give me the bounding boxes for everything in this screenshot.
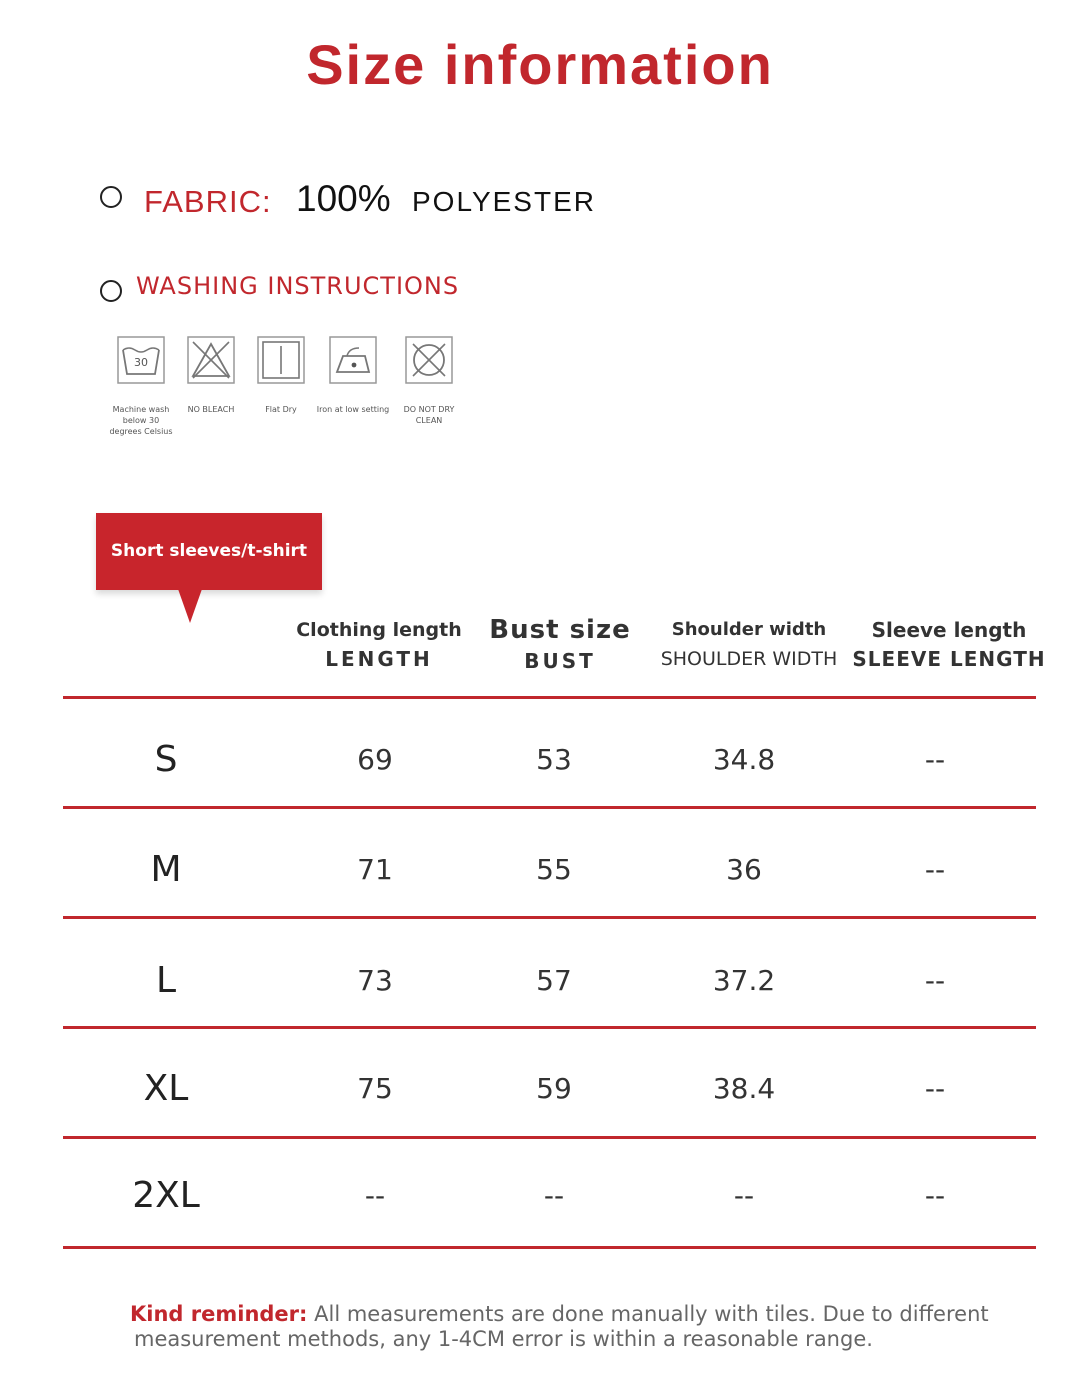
- size-label: M: [150, 849, 182, 890]
- reminder-label: Kind reminder:: [130, 1302, 308, 1326]
- cell-clothing-length: --: [364, 1179, 386, 1212]
- size-label: XL: [143, 1068, 189, 1109]
- size-label: S: [154, 739, 178, 780]
- category-tag: [96, 513, 322, 590]
- cell-shoulder-width: --: [733, 1179, 755, 1212]
- cell-clothing-length: 71: [357, 853, 393, 886]
- header-line2: LENGTH: [325, 647, 433, 671]
- iron-low-icon: [329, 336, 377, 384]
- reminder-text-line2: measurement methods, any 1-4CM error is within a reasonable range.: [134, 1327, 873, 1351]
- care-label: Machine wash: [112, 405, 170, 414]
- cell-sleeve-length: --: [924, 964, 946, 997]
- care-item-no-dry-clean: [392, 336, 466, 426]
- table-row: [63, 1036, 1036, 1142]
- header-line1: Bust size: [489, 615, 631, 645]
- cell-bust-size: 53: [536, 743, 572, 776]
- care-symbols: [104, 336, 484, 446]
- header-line2: SLEEVE LENGTH: [852, 647, 1046, 671]
- circle-bullet-icon: [100, 280, 122, 302]
- table-divider: [63, 696, 1036, 699]
- cell-bust-size: --: [543, 1179, 565, 1212]
- cell-sleeve-length: --: [924, 1072, 946, 1105]
- table-row: [63, 1143, 1036, 1249]
- cell-shoulder-width: 38.4: [712, 1072, 776, 1105]
- care-label: Flat Dry: [265, 405, 297, 414]
- cell-sleeve-length: --: [924, 853, 946, 886]
- header-line1: Shoulder width: [671, 619, 827, 640]
- cell-shoulder-width: 34.8: [712, 743, 776, 776]
- page-title: Size information: [306, 33, 774, 96]
- no-bleach-icon: [187, 336, 235, 384]
- table-row: [63, 707, 1036, 813]
- reminder-text-line1: All measurements are done manually with tiles. Due to different: [307, 1302, 989, 1326]
- table-row: [63, 928, 1036, 1034]
- care-label: degrees Celsius: [109, 427, 173, 436]
- cell-sleeve-length: --: [924, 1179, 946, 1212]
- care-item-iron-low: [316, 336, 390, 415]
- care-label: NO BLEACH: [187, 405, 235, 414]
- kind-reminder: [130, 1302, 1010, 1352]
- care-item-flat-dry: [244, 336, 318, 415]
- header-line1: Sleeve length: [871, 618, 1027, 642]
- cell-sleeve-length: --: [924, 743, 946, 776]
- machine-wash-30-icon: [117, 336, 165, 384]
- flat-dry-icon: [257, 336, 305, 384]
- header-clothing-length: [279, 616, 479, 674]
- cell-bust-size: 59: [536, 1072, 572, 1105]
- care-label: Iron at low setting: [316, 405, 390, 414]
- cell-bust-size: 55: [536, 853, 572, 886]
- svg-text:30: 30: [134, 356, 148, 369]
- header-line2: SHOULDER WIDTH: [660, 648, 838, 670]
- care-label: DO NOT DRY CLEAN: [403, 405, 455, 425]
- care-item-no-bleach: [174, 336, 248, 415]
- header-shoulder-width: [649, 616, 849, 674]
- header-line1: Clothing length: [296, 619, 462, 641]
- no-dry-clean-icon: [405, 336, 453, 384]
- table-row: [63, 817, 1036, 923]
- care-item-machine-wash: [104, 336, 178, 437]
- header-line2: BUST: [524, 649, 596, 673]
- fabric-percent: 100%: [296, 178, 391, 219]
- size-label: L: [155, 960, 177, 1001]
- care-label: below 30: [122, 416, 160, 425]
- washing-label: WASHING INSTRUCTIONS: [136, 272, 460, 300]
- circle-bullet-icon: [100, 186, 122, 208]
- cell-bust-size: 57: [536, 964, 572, 997]
- category-tag-label: Short sleeves/t-shirt: [110, 541, 308, 561]
- size-label: 2XL: [132, 1175, 200, 1216]
- header-sleeve-length: [849, 616, 1049, 674]
- fabric-label: FABRIC:: [144, 184, 272, 219]
- cell-shoulder-width: 36: [726, 853, 762, 886]
- cell-clothing-length: 69: [357, 743, 393, 776]
- cell-clothing-length: 73: [357, 964, 393, 997]
- cell-clothing-length: 75: [357, 1072, 393, 1105]
- cell-shoulder-width: 37.2: [712, 964, 776, 997]
- tag-pointer-icon: [178, 589, 202, 623]
- header-bust-size: [460, 614, 660, 676]
- fabric-material: POLYESTER: [412, 186, 596, 217]
